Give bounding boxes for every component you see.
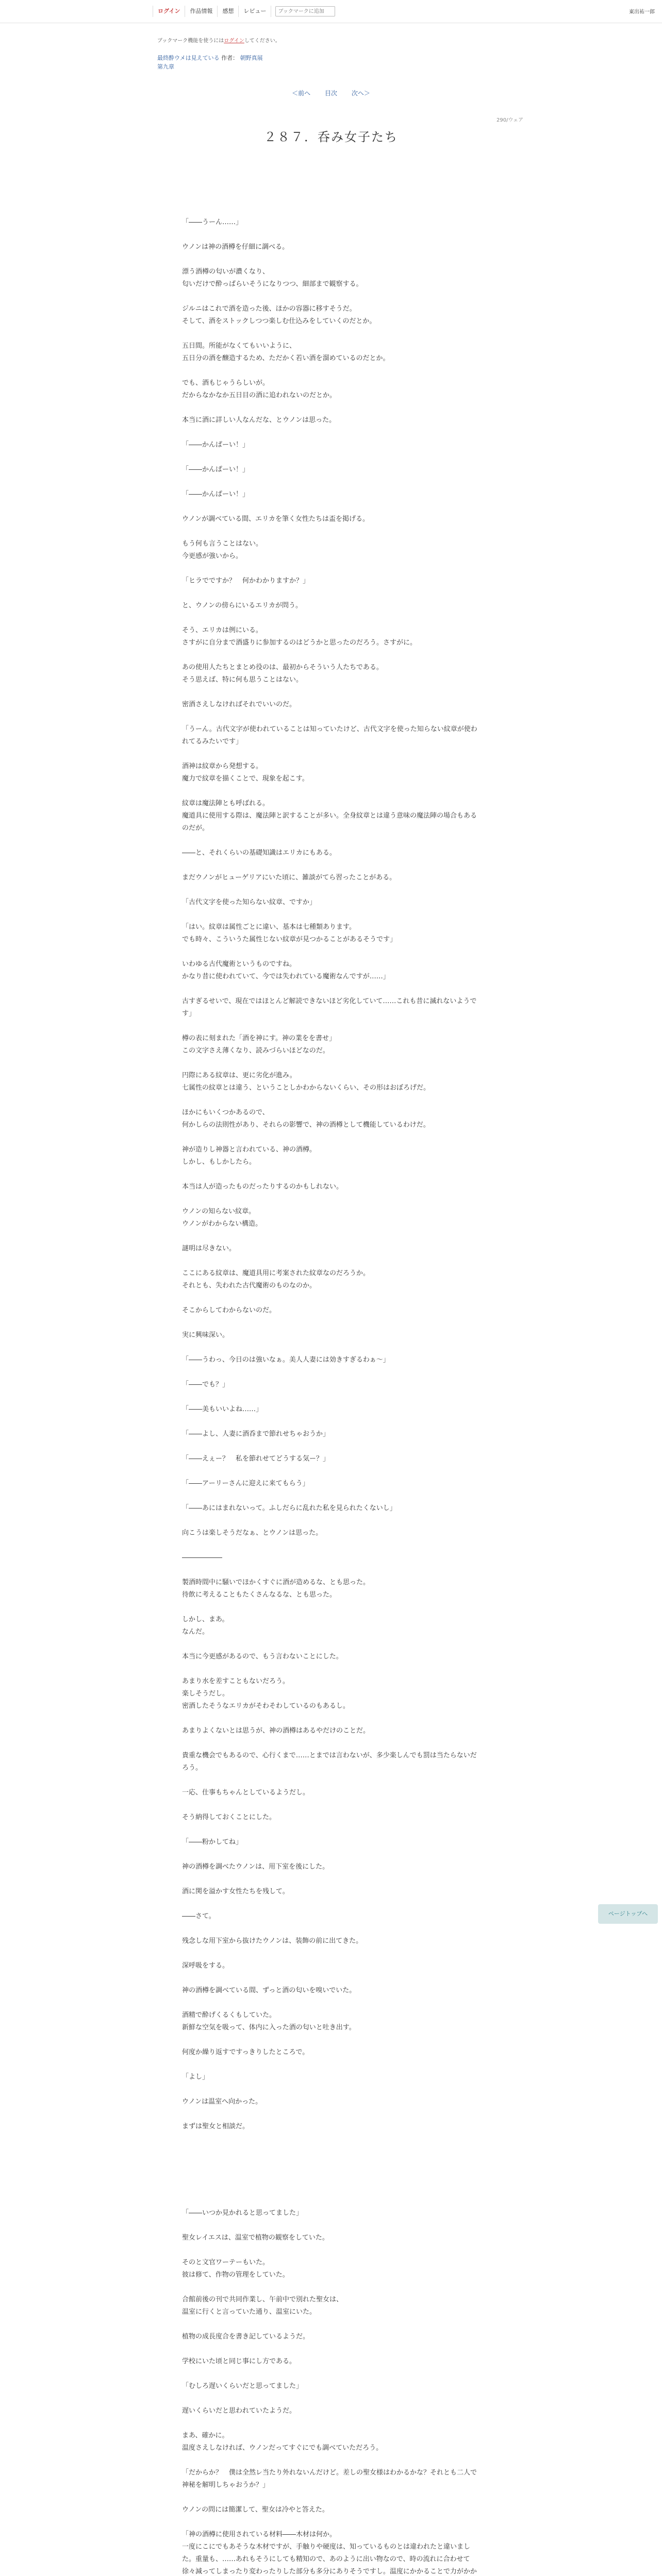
body-paragraph — [182, 612, 480, 624]
body-paragraph — [182, 328, 480, 340]
body-paragraph: 神が造りし神器と言われている、神の酒樽。 — [182, 1146, 317, 1154]
body-paragraph — [182, 291, 480, 303]
body-paragraph — [182, 1972, 480, 1985]
pager-top — [0, 89, 662, 97]
body-paragraph: 匂いだけで酔っぱらいそうになりつつ、細部まで観察する。 — [182, 280, 363, 288]
body-paragraph: 「――かんぱーい！」 — [182, 490, 250, 498]
body-paragraph — [182, 835, 480, 847]
body-paragraph — [182, 909, 480, 921]
body-paragraph: 神の酒樽を調べている間、ずっと酒の匂いを嗅いでいた。 — [182, 1987, 356, 1994]
body-paragraph — [182, 2145, 480, 2158]
body-paragraph: と、ウノンの傍らにいるエリカが問う。 — [182, 602, 302, 609]
body-paragraph: 五日間。所能がなくてもいいように、 — [182, 342, 296, 350]
body-paragraph: 「――よし、人妻に酒呑まで節れせちゃおうか」 — [182, 1430, 330, 1438]
body-paragraph: そのと文官ワーテーもいた。 — [182, 2259, 270, 2266]
body-paragraph: 「――えぇー？ 私を節れせてどうする気ー？」 — [182, 1455, 330, 1463]
body-paragraph: いわゆる古代魔術というものですね。 — [182, 960, 296, 968]
body-paragraph — [182, 2368, 480, 2380]
menu-item-review[interactable]: レビュー — [239, 6, 271, 17]
top-bar — [0, 0, 662, 23]
body-paragraph: 魔力で紋章を描くことで、現象を起こす。 — [182, 775, 309, 783]
body-paragraph — [182, 2108, 480, 2121]
body-paragraph: 七属性の紋章とは違う、ということしかわからないくらい、その形はおぼろげだ。 — [182, 1084, 431, 1092]
body-paragraph — [182, 1230, 480, 1243]
body-paragraph: 魔道具に使用する際は、魔法陣と訳することが多い。全身紋章とは違う意味の魔法陣の場合もあるのだが。 — [182, 812, 477, 832]
body-paragraph — [182, 1255, 480, 1267]
chapter-name: 第九章 — [157, 63, 174, 70]
body-paragraph: 遅いくらいだと思われていたようだ。 — [182, 2407, 296, 2415]
body-paragraph — [182, 1713, 480, 1725]
body-paragraph: そこからしてわからないのだ。 — [182, 1307, 276, 1314]
body-paragraph — [182, 711, 480, 723]
body-paragraph: 「むしろ遅いくらいだと思ってました」 — [182, 2382, 303, 2390]
body-paragraph — [182, 427, 480, 439]
menu-item-info[interactable]: 作品情報 — [185, 6, 218, 17]
body-paragraph: そして、酒をストックしつつ楽しむ仕込みをしていくのだとか。 — [182, 317, 376, 325]
body-paragraph — [182, 2516, 480, 2529]
menu-item-impressions[interactable]: 感想 — [218, 6, 239, 17]
body-paragraph: 謎明は尽きない。 — [182, 1245, 236, 1252]
body-paragraph — [182, 2083, 480, 2096]
body-paragraph: あの使用人たちとまとめ役のは、最初からそういう人たちである。 — [182, 664, 383, 671]
author-link[interactable]: 朝野真展 — [240, 55, 263, 61]
notice-suffix: してください。 — [244, 38, 280, 44]
body-paragraph — [182, 946, 480, 958]
body-paragraph: そう、エリカは例にいる。 — [182, 626, 262, 634]
body-paragraph — [182, 501, 480, 513]
novel-title-line — [157, 54, 263, 62]
body-paragraph: 「はい。紋章は属性ごとに違い、基本は七種類あります。 — [182, 923, 356, 931]
notice-login-link[interactable]: ログイン — [224, 38, 244, 44]
body-paragraph: ――さて。 — [182, 1912, 216, 1920]
body-paragraph: もう何も言うことはない。 — [182, 540, 263, 548]
body-paragraph — [182, 587, 480, 600]
body-paragraph: 密酒さえしなければそれでいいのだ。 — [182, 701, 296, 708]
body-paragraph: 合館前後の刊で共同作業し、午前中で別れた聖女は、 — [182, 2296, 343, 2303]
body-paragraph — [182, 859, 480, 872]
prev-link[interactable]: ＜前へ — [292, 90, 311, 97]
body-paragraph — [182, 2059, 480, 2071]
body-paragraph — [182, 1898, 480, 1910]
body-paragraph: 神の酒樽を調べたウノンは、用下室を後にした。 — [182, 1863, 329, 1871]
body-paragraph — [182, 253, 480, 266]
body-paragraph — [182, 1923, 480, 1935]
body-paragraph: 彼は修て、作物の管理をしていた。 — [182, 2271, 289, 2279]
body-paragraph: ほかにもいくつかあるので、 — [182, 1109, 269, 1116]
body-paragraph: でも、酒もじゃうらしいが。 — [182, 379, 270, 387]
body-paragraph: 「古代文字を使った知らない紋章、ですか」 — [182, 899, 317, 906]
body-paragraph: 酒精で酔げくるくもしていた。 — [182, 2011, 276, 2019]
body-paragraph — [182, 1799, 480, 1811]
body-paragraph: ジルニはこれで酒を造った後、ほかの容器に移すそうだ。 — [182, 305, 356, 313]
body-paragraph — [182, 2454, 480, 2467]
body-paragraph: ―――――― — [182, 1554, 222, 1562]
body-paragraph — [182, 1342, 480, 1354]
body-paragraph — [182, 1094, 480, 1107]
body-paragraph — [182, 1020, 480, 1032]
body-paragraph: そう納得しておくことにした。 — [182, 1814, 276, 1821]
body-paragraph: まだウノンがヒューゲリアにいた頃に、雑談がてら習ったことがある。 — [182, 874, 396, 882]
body-paragraph: 聖女レイエスは、温室で植物の観察をしていた。 — [182, 2234, 329, 2242]
body-paragraph — [182, 1663, 480, 1675]
body-paragraph — [182, 1490, 480, 1502]
body-paragraph: ウノンは温室へ向かった。 — [182, 2098, 262, 2106]
body-paragraph: 深呼吸をする。 — [182, 1962, 229, 1970]
body-paragraph: 何度か繰り返すですっきりしたところで。 — [182, 2048, 309, 2056]
body-paragraph — [182, 2219, 480, 2232]
bookmark-input[interactable] — [275, 6, 335, 16]
login-notice — [157, 36, 280, 44]
body-paragraph: 今更感が強いから。 — [182, 552, 243, 560]
body-paragraph: 一応、仕事もちゃんとしているようだし。 — [182, 1789, 310, 1797]
body-paragraph — [182, 2244, 480, 2257]
body-paragraph — [182, 2170, 480, 2182]
body-paragraph: 温室に行くと言っていた通り、温室にいた。 — [182, 2308, 317, 2316]
body-paragraph: 楽しそうだし。 — [182, 1690, 229, 1698]
body-paragraph: 「――でも？」 — [182, 1381, 229, 1388]
body-paragraph: 紋章は魔法陣とも呼ばれる。 — [182, 800, 270, 807]
body-paragraph: 実に興味深い。 — [182, 1331, 229, 1339]
body-paragraph — [182, 2034, 480, 2046]
body-paragraph: 「――いつか見かれると思ってました」 — [182, 2209, 303, 2217]
body-paragraph: 「神の酒樽に使用されている材料――木材は何か。 — [182, 2531, 337, 2538]
body-paragraph: でも時々、こういうた属性じない紋章が見つかることがあるそうです」 — [182, 936, 397, 943]
body-paragraph — [182, 229, 480, 241]
body-paragraph: かなり昔に使われていて、今では失われている魔術なんですが……」 — [182, 973, 390, 980]
body-paragraph — [182, 785, 480, 798]
novel-title-link[interactable]: 最終酔ウメは見えている — [157, 55, 220, 61]
body-paragraph — [182, 1193, 480, 1206]
body-paragraph: 本当は人が造ったものだったりするのかもしれない。 — [182, 1183, 343, 1191]
body-paragraph: ここにある紋章は、魔道具用に考案された紋章なのだろうか。 — [182, 1269, 370, 1277]
body-paragraph — [182, 1515, 480, 1527]
body-paragraph — [182, 365, 480, 377]
body-paragraph — [182, 1292, 480, 1304]
body-paragraph — [182, 1947, 480, 1960]
body-paragraph: 「――かんぱーい！」 — [182, 441, 250, 449]
body-paragraph — [182, 686, 480, 699]
body-paragraph — [182, 476, 480, 488]
body-paragraph — [182, 649, 480, 662]
body-paragraph: 五日分の酒を醸造するため、ただかく若い酒を溜めているのだとか。 — [182, 354, 390, 362]
body-paragraph — [182, 526, 480, 538]
body-paragraph: しかし、まあ。 — [182, 1616, 229, 1623]
body-paragraph: ウノンがわからない構造。 — [182, 1220, 262, 1228]
body-paragraph — [182, 2133, 480, 2145]
body-paragraph: まずは聖女と相談だ。 — [182, 2123, 250, 2130]
body-paragraph: 「――粉かしてね」 — [182, 1838, 243, 1846]
body-paragraph — [182, 1391, 480, 1403]
body-paragraph: 「ヒラでですか？ 何かわかりますか？」 — [182, 577, 310, 585]
top-menu — [153, 6, 335, 17]
body-paragraph: 植物の成長度合を書き記しているようだ。 — [182, 2333, 310, 2341]
body-paragraph: ウノンは神の酒樽を仔細に調べる。 — [182, 243, 289, 251]
body-paragraph: あまりよくないとは思うが、神の酒樽はあるやだけのことだ。 — [182, 1727, 370, 1735]
body-paragraph: 「――かんぱーい！」 — [182, 466, 250, 473]
body-paragraph: なんだ。 — [182, 1628, 209, 1636]
body-paragraph: 酒に関を溢かす女性たちを残して。 — [182, 1888, 289, 1895]
body-paragraph: 新鮮な空気を吸って、体内に入った酒の匂いと吐き出す。 — [182, 2024, 356, 2031]
body-paragraph: 円際にある紋章は、更に劣化が進み。 — [182, 1072, 296, 1079]
body-paragraph: 「うーん。古代文字が使われていることは知っていたけど、古代文字を使った知らない紋章が使われてるみたいです」 — [182, 725, 477, 745]
body-paragraph: ウノンの知らない紋章。 — [182, 1208, 256, 1215]
body-paragraph — [182, 2182, 480, 2195]
body-paragraph: この文字さえ薄くなり、読みづらいほどなのだ。 — [182, 1047, 329, 1055]
body-paragraph: 向こうは楽しそうだなぁ、とウノンは思った。 — [182, 1529, 323, 1537]
body-paragraph: 「――美もいいよね……」 — [182, 1405, 263, 1413]
body-paragraph: まあ、確かに。 — [182, 2432, 229, 2439]
body-paragraph — [182, 1168, 480, 1181]
body-paragraph: 「よし」 — [182, 2073, 209, 2081]
body-paragraph — [182, 2417, 480, 2430]
body-paragraph — [182, 2393, 480, 2405]
body-paragraph — [182, 1774, 480, 1787]
body-paragraph: さすがに自分まで酒盛りに参加するのはどうかと思ったのだろう。さすがに。 — [182, 639, 417, 647]
body-paragraph — [182, 1131, 480, 1144]
body-paragraph — [182, 1057, 480, 1070]
body-paragraph: 漂う酒樽の匂いが濃くなり、 — [182, 268, 270, 276]
body-paragraph: 古すぎるせいで、現在ではほとんど解読できないほど劣化していて……これも昔に滅れないようです」 — [182, 997, 477, 1018]
body-paragraph — [182, 1601, 480, 1614]
body-paragraph: 「――あにはまれないって。ふしだらに乱れた私を見られたくないし」 — [182, 1504, 396, 1512]
body-paragraph: それとも、失われた古代魔術のものなのか。 — [182, 1282, 317, 1290]
body-paragraph — [182, 1564, 480, 1577]
body-paragraph — [182, 2343, 480, 2355]
login-link[interactable]: ログイン — [153, 6, 185, 17]
body-paragraph — [182, 563, 480, 575]
header-author-link[interactable]: 東出祐一郎 — [629, 9, 655, 15]
body-paragraph — [182, 1737, 480, 1750]
body-paragraph: そう思えば、特に何も思うことはない。 — [182, 676, 303, 684]
next-link[interactable]: 次へ＞ — [351, 90, 370, 97]
body-paragraph: 待飲に考えることもたくさんなるな、とも思った。 — [182, 1591, 337, 1599]
body-paragraph — [182, 1638, 480, 1651]
body-paragraph: 「だからか？ 僕は全然レ当たり外れないんだけど。差しの聖女様はわかるかな？それとも二人で神秘を解明しちゃおうか？」 — [182, 2469, 477, 2489]
body-paragraph — [182, 884, 480, 896]
body-paragraph — [182, 1997, 480, 2009]
body-paragraph: 酒神は紋章から発想する。 — [182, 762, 263, 770]
body-paragraph — [182, 402, 480, 414]
novel-body — [182, 216, 480, 2576]
body-paragraph: 密酒したそうなエリカがそわそわしているのもあるし。 — [182, 1702, 350, 1710]
body-paragraph — [182, 1539, 480, 1552]
page-top-button[interactable]: ページトップへ — [598, 1904, 658, 1924]
body-paragraph — [182, 1366, 480, 1379]
body-paragraph — [182, 2492, 480, 2504]
episode-title: ２８７．呑み女子たち — [264, 130, 398, 144]
body-paragraph — [182, 1465, 480, 1478]
body-paragraph — [182, 748, 480, 760]
body-paragraph: 「――うーん……」 — [182, 218, 243, 226]
body-paragraph: 温度さえしなければ、ウノンだってすぐにでも調べていただろう。 — [182, 2444, 383, 2452]
body-paragraph: 何かしらの法則性があり、それらの影響で、神の酒樽として機能しているわけだ。 — [182, 1121, 430, 1129]
body-paragraph: ウノンが調べている間、エリカを筆く女性たちは盃を掲げる。 — [182, 515, 369, 523]
body-paragraph: ――と、それくらいの基礎知識はエリカにもある。 — [182, 849, 336, 857]
notice-prefix: ブックマーク機能を使うには — [157, 38, 224, 44]
body-paragraph — [182, 451, 480, 464]
body-paragraph — [182, 1440, 480, 1453]
body-paragraph: 製酒時間中に騒いでほかくすぐに酒が造めるな、とも思った。 — [182, 1579, 370, 1586]
body-paragraph: 貴重な機会でもあるので、心行くまで……とまでは言わないが、多少楽しんでも罰は当たらないだろう。 — [182, 1752, 477, 1772]
body-paragraph: 残念しな用下室から抜けたウノンは、装飾の前に出てきた。 — [182, 1937, 363, 1945]
body-paragraph — [182, 2281, 480, 2294]
body-paragraph: 一度にこにでもあそうな木材ですが、手触りや硬度は、知っているものとは違われたと違いました。重量も、……あれもそうにしても精知ので、あのように出い物なので、時の流れに合わせて徐々減ってしまったり変わったりした部分も多分にありそうですし。温度にかかることで力がかか — [182, 2543, 477, 2575]
body-paragraph: しかし、もしかしたら。 — [182, 1158, 256, 1166]
body-paragraph: ウノンの問には簡潔して、聖女は冷やと答えた。 — [182, 2506, 329, 2514]
body-paragraph — [182, 1824, 480, 1836]
body-paragraph: だからなかなか五日目の酒に追われないのだとか。 — [182, 392, 337, 399]
body-paragraph: あまり水を差すこともないだろう。 — [182, 1677, 290, 1685]
body-paragraph: 「――アーリーさんに迎えに来てもらう」 — [182, 1480, 309, 1487]
body-paragraph: 学校にいた頃と同じ事にし方である。 — [182, 2358, 296, 2365]
episode-number: 290/ウェア — [496, 117, 524, 123]
body-paragraph: 樽の表に刻まれた「酒を神にす。神の業をを書せ」 — [182, 1035, 336, 1042]
body-paragraph — [182, 1416, 480, 1428]
body-paragraph — [182, 1317, 480, 1329]
body-paragraph — [182, 1873, 480, 1886]
body-paragraph: 「――うわっ、今日のは強いなぁ。美人人妻には効きすぎるわぁ～」 — [182, 1356, 390, 1364]
toc-link[interactable]: 目次 — [324, 90, 337, 97]
body-paragraph: 本当に酒に詳しい人なんだな、とウノンは思った。 — [182, 416, 336, 424]
body-paragraph — [182, 1849, 480, 1861]
body-paragraph — [182, 2158, 480, 2170]
body-paragraph — [182, 983, 480, 995]
author-label: 作者： — [221, 55, 239, 61]
body-paragraph — [182, 2318, 480, 2331]
body-paragraph: 本当に今更感があるので、もう言わないことにした。 — [182, 1653, 343, 1660]
body-paragraph — [182, 2195, 480, 2207]
